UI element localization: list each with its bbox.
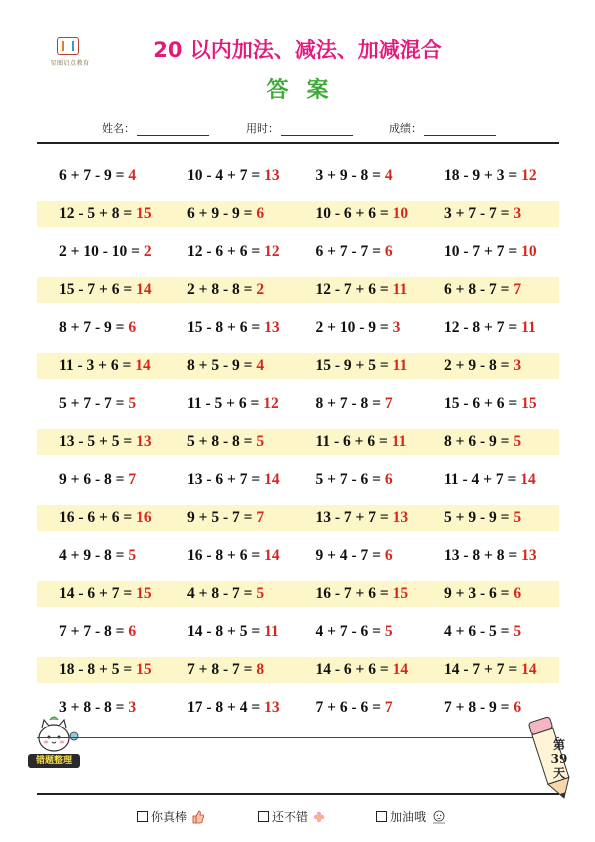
problem-answer: 11 bbox=[392, 357, 408, 374]
problem-row bbox=[37, 505, 559, 531]
problem-answer: 11 bbox=[264, 623, 279, 640]
problem-cell bbox=[37, 357, 165, 375]
problem-row bbox=[37, 543, 559, 569]
problem-cell bbox=[294, 509, 423, 527]
problem-expression: 10 - 6 + 6 = bbox=[315, 205, 393, 222]
cat-mascot-icon bbox=[32, 714, 82, 756]
problem-expression: 13 - 8 + 8 = bbox=[444, 547, 522, 564]
answer-subtitle: 答案 bbox=[266, 78, 347, 103]
problem-cell bbox=[422, 623, 551, 641]
logo-text: 星图启点教育 bbox=[50, 60, 90, 67]
problem-expression: 13 - 5 + 5 = bbox=[59, 433, 137, 450]
day-prefix: 第 bbox=[552, 738, 565, 752]
problem-cell bbox=[294, 319, 423, 337]
problem-cell bbox=[422, 585, 551, 603]
problem-expression: 3 + 9 - 8 = bbox=[315, 167, 385, 184]
problem-cell bbox=[37, 547, 165, 565]
problem-cell bbox=[422, 243, 551, 261]
problem-cell bbox=[422, 471, 551, 489]
problem-expression: 2 + 9 - 8 = bbox=[444, 357, 514, 374]
problem-expression: 9 + 3 - 6 = bbox=[444, 585, 514, 602]
problem-expression: 11 - 6 + 6 = bbox=[315, 433, 392, 450]
time-label: 用时： bbox=[246, 122, 279, 135]
problem-expression: 13 - 7 + 7 = bbox=[315, 509, 393, 526]
problem-expression: 18 - 9 + 3 = bbox=[444, 167, 522, 184]
problem-expression: 12 - 6 + 6 = bbox=[187, 243, 265, 260]
problem-expression: 2 + 10 - 9 = bbox=[315, 319, 393, 336]
problem-row bbox=[37, 163, 559, 189]
problem-answer: 14 bbox=[264, 471, 280, 488]
problem-cell bbox=[165, 509, 294, 527]
problem-answer: 15 bbox=[136, 205, 152, 222]
problem-answer: 5 bbox=[128, 547, 137, 564]
problem-cell bbox=[294, 547, 423, 565]
problem-expression: 10 - 7 + 7 = bbox=[444, 243, 522, 260]
problem-cell bbox=[422, 547, 551, 565]
problem-answer: 14 bbox=[136, 281, 152, 298]
score-label: 成绩： bbox=[389, 122, 422, 135]
problem-answer: 7 bbox=[513, 281, 522, 298]
problem-row bbox=[37, 619, 559, 645]
problem-expression: 15 - 9 + 5 = bbox=[315, 357, 393, 374]
problem-answer: 13 bbox=[264, 319, 280, 336]
problem-answer: 4 bbox=[256, 357, 265, 374]
problem-row bbox=[37, 391, 559, 417]
time-blank[interactable] bbox=[281, 123, 353, 136]
problem-answer: 10 bbox=[392, 205, 409, 222]
problem-cell bbox=[165, 547, 294, 565]
footer-option-great[interactable] bbox=[137, 808, 205, 825]
problem-expression: 12 - 7 + 6 = bbox=[315, 281, 393, 298]
problem-expression: 5 + 7 - 7 = bbox=[59, 395, 129, 412]
problem-answer: 13 bbox=[392, 509, 409, 526]
problem-cell bbox=[294, 699, 423, 717]
problem-expression: 13 - 6 + 7 = bbox=[187, 471, 265, 488]
problem-cell bbox=[37, 167, 165, 185]
problem-row bbox=[37, 277, 559, 303]
day-suffix: 天 bbox=[552, 766, 565, 780]
problem-cell bbox=[37, 243, 165, 261]
problem-answer: 15 bbox=[521, 395, 537, 412]
problem-answer: 15 bbox=[136, 585, 152, 602]
problem-answer: 12 bbox=[264, 243, 280, 260]
problem-cell bbox=[37, 623, 165, 641]
student-info-row bbox=[0, 120, 595, 138]
problem-cell bbox=[165, 699, 294, 717]
problem-cell bbox=[37, 205, 165, 223]
problem-expression: 15 - 6 + 6 = bbox=[444, 395, 522, 412]
problem-answer: 6 bbox=[513, 699, 522, 716]
problem-expression: 4 + 9 - 8 = bbox=[59, 547, 129, 564]
problem-cell bbox=[422, 509, 551, 527]
problem-answer: 13 bbox=[264, 699, 280, 716]
problem-answer: 5 bbox=[513, 623, 522, 640]
problem-expression: 5 + 7 - 6 = bbox=[315, 471, 385, 488]
problem-cell bbox=[422, 661, 551, 679]
problem-cell bbox=[165, 243, 294, 261]
problem-cell bbox=[165, 281, 294, 299]
problem-expression: 7 + 8 - 9 = bbox=[444, 699, 514, 716]
problem-cell bbox=[165, 167, 294, 185]
problem-cell bbox=[165, 471, 294, 489]
problem-answer: 15 bbox=[392, 585, 409, 602]
error-area-top-line bbox=[37, 737, 559, 738]
name-label: 姓名： bbox=[102, 122, 135, 135]
problem-answer: 14 bbox=[264, 547, 280, 564]
problem-answer: 10 bbox=[521, 243, 537, 260]
problem-cell bbox=[294, 585, 423, 603]
problem-cell bbox=[294, 433, 423, 451]
problem-expression: 12 - 5 + 8 = bbox=[59, 205, 137, 222]
problem-expression: 6 + 7 - 7 = bbox=[315, 243, 385, 260]
problem-answer: 13 bbox=[521, 547, 537, 564]
problem-answer: 14 bbox=[135, 357, 151, 374]
problem-row bbox=[37, 581, 559, 607]
problem-cell bbox=[294, 395, 423, 413]
problem-cell bbox=[422, 395, 551, 413]
footer-option-label: 还不错 bbox=[272, 810, 309, 824]
problem-answer: 7 bbox=[384, 699, 393, 716]
problem-expression: 12 - 8 + 7 = bbox=[444, 319, 522, 336]
footer-option-label: 加油哦 bbox=[390, 810, 427, 824]
problem-answer: 3 bbox=[392, 319, 401, 336]
problem-expression: 5 + 9 - 9 = bbox=[444, 509, 514, 526]
worksheet-title: 20 以内加法、减法、加减混合 bbox=[153, 38, 442, 62]
problem-cell bbox=[165, 585, 294, 603]
problem-cell bbox=[165, 433, 294, 451]
problem-cell bbox=[422, 167, 551, 185]
problem-cell bbox=[294, 471, 423, 489]
footer-option-keep-going[interactable] bbox=[376, 808, 448, 825]
problem-expression: 18 - 8 + 5 = bbox=[59, 661, 137, 678]
problem-answer: 14 bbox=[520, 471, 536, 488]
problem-cell bbox=[422, 319, 551, 337]
flower-icon bbox=[312, 810, 326, 824]
problem-expression: 11 - 3 + 6 = bbox=[59, 357, 136, 374]
problem-cell bbox=[165, 357, 294, 375]
problem-expression: 8 + 7 - 8 = bbox=[315, 395, 385, 412]
problem-expression: 11 - 5 + 6 = bbox=[187, 395, 264, 412]
problem-cell bbox=[422, 357, 551, 375]
problem-answer: 6 bbox=[128, 319, 137, 336]
problem-expression: 6 + 8 - 7 = bbox=[444, 281, 514, 298]
problem-answer: 6 bbox=[384, 471, 393, 488]
problem-answer: 6 bbox=[513, 585, 522, 602]
problem-expression: 6 + 7 - 9 = bbox=[59, 167, 129, 184]
problem-expression: 16 - 7 + 6 = bbox=[315, 585, 393, 602]
problem-row bbox=[37, 695, 559, 721]
problem-answer: 12 bbox=[263, 395, 279, 412]
problem-row bbox=[37, 429, 559, 455]
problem-answer: 3 bbox=[513, 205, 522, 222]
problem-expression: 7 + 8 - 7 = bbox=[187, 661, 257, 678]
problem-answer: 4 bbox=[128, 167, 137, 184]
problem-cell bbox=[294, 661, 423, 679]
problem-expression: 9 + 4 - 7 = bbox=[315, 547, 385, 564]
error-review-label: 错题整理 bbox=[28, 754, 80, 768]
problem-answer: 2 bbox=[256, 281, 265, 298]
problem-answer: 14 bbox=[392, 661, 409, 678]
problem-expression: 4 + 6 - 5 = bbox=[444, 623, 514, 640]
thumbs-up-icon bbox=[191, 810, 205, 824]
problem-answer: 2 bbox=[143, 243, 152, 260]
problem-answer: 5 bbox=[256, 433, 265, 450]
problem-answer: 11 bbox=[392, 281, 408, 298]
problem-cell bbox=[422, 433, 551, 451]
problem-expression: 6 + 9 - 9 = bbox=[187, 205, 257, 222]
problem-answer: 7 bbox=[128, 471, 137, 488]
checkbox[interactable] bbox=[376, 811, 387, 822]
problem-cell bbox=[422, 281, 551, 299]
day-number: 39 bbox=[550, 752, 568, 766]
problem-answer: 3 bbox=[513, 357, 522, 374]
problem-expression: 3 + 8 - 8 = bbox=[59, 699, 129, 716]
problem-expression: 4 + 8 - 7 = bbox=[187, 585, 257, 602]
problem-answer: 11 bbox=[391, 433, 407, 450]
problem-answer: 8 bbox=[256, 661, 265, 678]
problem-expression: 3 + 7 - 7 = bbox=[444, 205, 514, 222]
problem-cell bbox=[165, 205, 294, 223]
checkbox[interactable] bbox=[137, 811, 148, 822]
problem-cell bbox=[294, 357, 423, 375]
time-field[interactable] bbox=[246, 120, 353, 136]
problem-answer: 6 bbox=[384, 547, 393, 564]
problem-cell bbox=[422, 205, 551, 223]
problem-answer: 15 bbox=[136, 661, 152, 678]
problem-expression: 16 - 6 + 6 = bbox=[59, 509, 137, 526]
problem-cell bbox=[165, 319, 294, 337]
day-badge bbox=[548, 738, 570, 780]
problem-expression: 17 - 8 + 4 = bbox=[187, 699, 265, 716]
problem-expression: 15 - 7 + 6 = bbox=[59, 281, 137, 298]
problem-expression: 8 + 7 - 9 = bbox=[59, 319, 129, 336]
problem-row bbox=[37, 467, 559, 493]
score-blank[interactable] bbox=[424, 123, 496, 136]
problem-answer: 4 bbox=[384, 167, 393, 184]
problem-answer: 5 bbox=[513, 509, 522, 526]
problem-expression: 8 + 5 - 9 = bbox=[187, 357, 257, 374]
name-blank[interactable] bbox=[137, 123, 209, 136]
problem-expression: 7 + 6 - 6 = bbox=[315, 699, 385, 716]
problem-answer: 6 bbox=[384, 243, 393, 260]
problem-answer: 6 bbox=[256, 205, 265, 222]
problem-row bbox=[37, 201, 559, 227]
problem-answer: 5 bbox=[256, 585, 265, 602]
problem-cell bbox=[165, 661, 294, 679]
header-divider bbox=[37, 142, 559, 144]
problem-row bbox=[37, 239, 559, 265]
problem-expression: 4 + 7 - 6 = bbox=[315, 623, 385, 640]
problem-expression: 9 + 5 - 7 = bbox=[187, 509, 257, 526]
problem-cell bbox=[37, 319, 165, 337]
problem-cell bbox=[37, 433, 165, 451]
problem-expression: 14 - 6 + 7 = bbox=[59, 585, 137, 602]
name-field[interactable] bbox=[102, 120, 209, 136]
problem-cell bbox=[294, 281, 423, 299]
problem-cell bbox=[294, 243, 423, 261]
problem-expression: 15 - 8 + 6 = bbox=[187, 319, 265, 336]
problem-cell bbox=[37, 281, 165, 299]
problem-cell bbox=[165, 395, 294, 413]
score-field[interactable] bbox=[389, 120, 496, 136]
problem-cell bbox=[37, 395, 165, 413]
problem-cell bbox=[294, 623, 423, 641]
cheer-icon bbox=[430, 809, 448, 825]
problem-row bbox=[37, 353, 559, 379]
problem-cell bbox=[294, 167, 423, 185]
problem-expression: 9 + 6 - 8 = bbox=[59, 471, 129, 488]
problem-expression: 2 + 10 - 10 = bbox=[59, 243, 144, 260]
problem-expression: 14 - 7 + 7 = bbox=[444, 661, 522, 678]
problem-cell bbox=[294, 205, 423, 223]
problem-answer: 6 bbox=[128, 623, 137, 640]
problem-expression: 8 + 6 - 9 = bbox=[444, 433, 514, 450]
problem-answer: 13 bbox=[136, 433, 152, 450]
problem-cell bbox=[37, 585, 165, 603]
problem-answer: 12 bbox=[521, 167, 537, 184]
problem-answer: 5 bbox=[128, 395, 137, 412]
problem-cell bbox=[37, 661, 165, 679]
problem-expression: 14 - 6 + 6 = bbox=[315, 661, 393, 678]
problem-expression: 7 + 7 - 8 = bbox=[59, 623, 129, 640]
problem-cell bbox=[165, 623, 294, 641]
problem-answer: 3 bbox=[128, 699, 137, 716]
error-area-bottom-line bbox=[37, 793, 559, 795]
problem-answer: 16 bbox=[136, 509, 152, 526]
problem-cell bbox=[37, 471, 165, 489]
problem-cell bbox=[37, 509, 165, 527]
problem-expression: 5 + 8 - 8 = bbox=[187, 433, 257, 450]
problem-answer: 5 bbox=[513, 433, 522, 450]
footer-option-good[interactable] bbox=[258, 808, 326, 825]
problem-answer: 11 bbox=[521, 319, 536, 336]
problem-answer: 5 bbox=[384, 623, 393, 640]
problem-expression: 14 - 8 + 5 = bbox=[187, 623, 265, 640]
problem-row bbox=[37, 315, 559, 341]
problem-expression: 16 - 8 + 6 = bbox=[187, 547, 265, 564]
problem-answer: 7 bbox=[384, 395, 393, 412]
problem-expression: 11 - 4 + 7 = bbox=[444, 471, 521, 488]
problem-row bbox=[37, 657, 559, 683]
problem-answer: 14 bbox=[521, 661, 537, 678]
problem-answer: 13 bbox=[264, 167, 280, 184]
problem-expression: 2 + 8 - 8 = bbox=[187, 281, 257, 298]
footer-option-label: 你真棒 bbox=[151, 810, 188, 824]
problem-expression: 10 - 4 + 7 = bbox=[187, 167, 265, 184]
problem-answer: 7 bbox=[256, 509, 265, 526]
checkbox[interactable] bbox=[258, 811, 269, 822]
